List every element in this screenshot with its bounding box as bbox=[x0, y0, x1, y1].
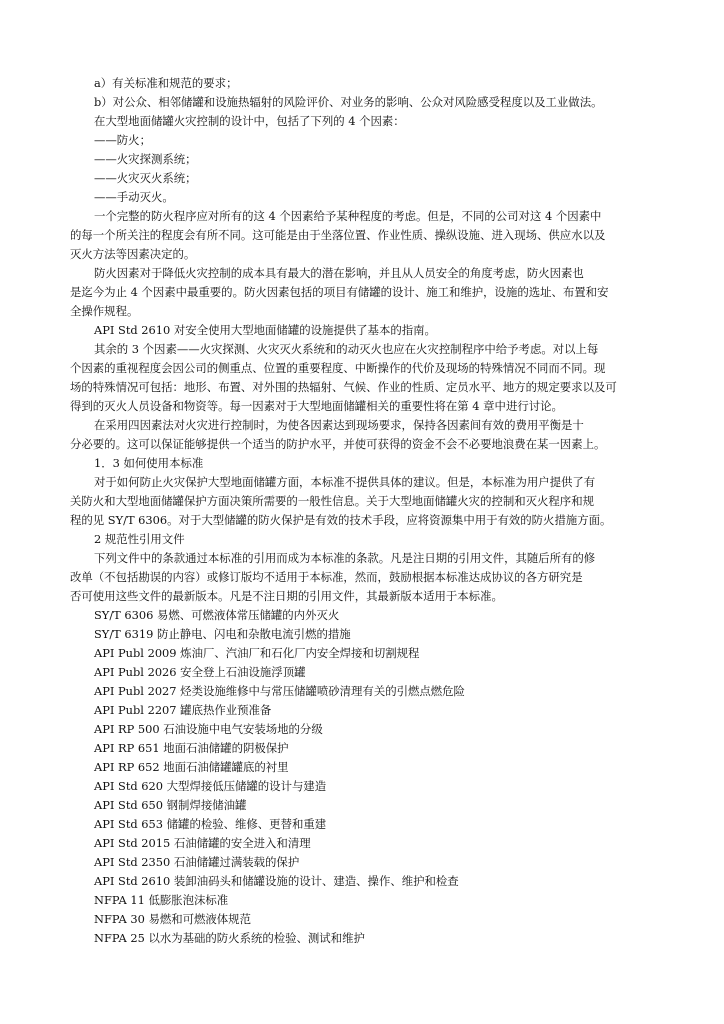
reference-item: NFPA 30 易燃和可燃液体规范 bbox=[94, 912, 251, 926]
paragraph-line: 在采用四因素法对火灾进行控制时，为使各因素达到现场要求，保持各因素间有效的费用平衡是十 bbox=[94, 418, 584, 432]
reference-item: API Std 620 大型焊接低压储罐的设计与建造 bbox=[94, 779, 327, 793]
paragraph-line: 的每一个所关注的程度会有所不同。这可能是由于坐落位置、作业性质、操纵设施、进入现场、供应水以及 bbox=[70, 228, 606, 242]
paragraph-how-to-use bbox=[70, 473, 680, 530]
reference-item: API Std 653 储罐的检验、维修、更替和重建 bbox=[94, 817, 327, 831]
paragraph-line: 改单（不包括勘误的内容）或修订版均不适用于本标准，然而，鼓励根据本标准达成协议的各方研究是 bbox=[70, 570, 583, 584]
paragraph-line: 防火因素对于降低火灾控制的成本具有最大的潜在影响，并且从人员安全的角度考虑，防火因素也 bbox=[94, 266, 584, 280]
reference-item: API Std 2015 石油储罐的安全进入和清理 bbox=[94, 836, 311, 850]
paragraph-line: 灭火方法等因素决定的。 bbox=[70, 247, 196, 261]
paragraph-api-2610: API Std 2610 对安全使用大型地面储罐的设施提供了基本的指南。 bbox=[94, 323, 436, 337]
factor-manual-firefighting: ——手动灭火。 bbox=[94, 190, 174, 204]
factors-intro: 在大型地面储罐火灾控制的设计中，包括了下列的 4 个因素： bbox=[94, 114, 405, 128]
reference-item: API Std 2610 装卸油码头和储罐设施的设计、建造、操作、维护和检查 bbox=[94, 874, 459, 888]
paragraph-line: 关防火和大型地面储罐保护方面决策所需要的一般性信息。关于大型地面储罐火灾的控制和灭火程序和规 bbox=[70, 494, 594, 508]
paragraph-fire-prevention bbox=[70, 264, 680, 321]
paragraph-line: 下列文件中的条款通过本标准的引用而成为本标准的条款。凡是注日期的引用文件，其随后所有的修 bbox=[94, 551, 596, 565]
section-heading-2: 2 规范性引用文件 bbox=[94, 532, 185, 546]
paragraph-line: 全操作规程。 bbox=[70, 304, 139, 318]
reference-item: NFPA 11 低膨胀泡沫标准 bbox=[94, 893, 229, 907]
list-item-a: a）有关标准和规范的要求； bbox=[94, 76, 238, 90]
paragraph-normative-references bbox=[70, 549, 680, 606]
reference-item: API Std 650 钢制焊接储油罐 bbox=[94, 798, 247, 812]
reference-item: API Std 2350 石油储罐过满装载的保护 bbox=[94, 855, 300, 869]
reference-item: API Publ 2027 烃类设施维修中与常压储罐喷砂清理有关的引燃点燃危险 bbox=[94, 684, 465, 698]
reference-item: API RP 500 石油设施中电气安装场地的分级 bbox=[94, 722, 323, 736]
factor-fire-detection: ——火灾探测系统； bbox=[94, 152, 197, 166]
paragraph-line: 得到的灭火人员设备和物资等。每一因素对于大型地面储罐相关的重要性将在第 4 章中进行讨论。 bbox=[70, 399, 563, 413]
paragraph-line: 个因素的重视程度会因公司的侧重点、位置的重要程度、中断操作的代价及现场的特殊情况不同而不同。现 bbox=[70, 361, 606, 375]
paragraph-line: 程的见 SY/T 6306。对于大型储罐的防火保护是有效的技术手段，应将资源集中用于有效的防火措施方面。 bbox=[70, 513, 612, 527]
reference-item: API RP 651 地面石油储罐的阴极保护 bbox=[94, 741, 289, 755]
paragraph-line: 分必要的。这可以保证能够提供一个适当的防护水平，并使可获得的资金不会不必要地浪费在某一因素上。 bbox=[70, 437, 606, 451]
reference-item: API Publ 2207 罐底热作业预准备 bbox=[94, 703, 272, 717]
factor-fire-prevention: ——防火； bbox=[94, 133, 151, 147]
list-item-b: b）对公众、相邻储罐和设施热辐射的风险评价、对业务的影响、公众对风险感受程度以及工业做法。 bbox=[94, 95, 603, 109]
top-items bbox=[70, 74, 680, 207]
paragraph-line: 对于如何防止火灾保护大型地面储罐方面，本标准不提供具体的建议。但是，本标准为用户提供了有 bbox=[94, 475, 596, 489]
paragraph-line: 场的特殊情况可包括：地形、布置、对外围的热辐射、气候、作业的性质、定员水平、地方的规定要求以及可 bbox=[70, 380, 617, 394]
paragraph-line: 一个完整的防火程序应对所有的这 4 个因素给予某种程度的考虑。但是，不同的公司对这 4 个因素中 bbox=[94, 209, 602, 223]
reference-item: NFPA 25 以水为基础的防火系统的检验、测试和维护 bbox=[94, 931, 365, 945]
factor-fire-suppression: ——火灾灭火系统； bbox=[94, 171, 197, 185]
reference-item: API Publ 2026 安全登上石油设施浮顶罐 bbox=[94, 665, 306, 679]
section-heading-1-3: 1．3 如何使用本标准 bbox=[94, 456, 204, 470]
paragraph-cost-balance bbox=[70, 416, 680, 454]
reference-item: SY/T 6319 防止静电、闪电和杂散电流引燃的措施 bbox=[94, 627, 351, 641]
reference-item: API RP 652 地面石油储罐罐底的衬里 bbox=[94, 760, 289, 774]
paragraph-complete-program bbox=[70, 207, 680, 264]
reference-item: API Publ 2009 炼油厂、汽油厂和石化厂内安全焊接和切割规程 bbox=[94, 646, 420, 660]
paragraph-line: 是迄今为止 4 个因素中最重要的。防火因素包括的项目有储罐的设计、施工和维护，设施的选址、布置和安 bbox=[70, 285, 609, 299]
paragraph-remaining-factors bbox=[70, 340, 680, 416]
paragraph-line: 否可使用这些文件的最新版本。凡是不注日期的引用文件，其最新版本适用于本标准。 bbox=[70, 589, 503, 603]
paragraph-line: 其余的 3 个因素——火灾探测、火灾灭火系统和的动灭火也应在火灾控制程序中给予考虑。对以上每 bbox=[94, 342, 599, 356]
reference-list bbox=[70, 606, 680, 948]
reference-item: SY/T 6306 易燃、可燃液体常压储罐的内外灭火 bbox=[94, 608, 340, 622]
